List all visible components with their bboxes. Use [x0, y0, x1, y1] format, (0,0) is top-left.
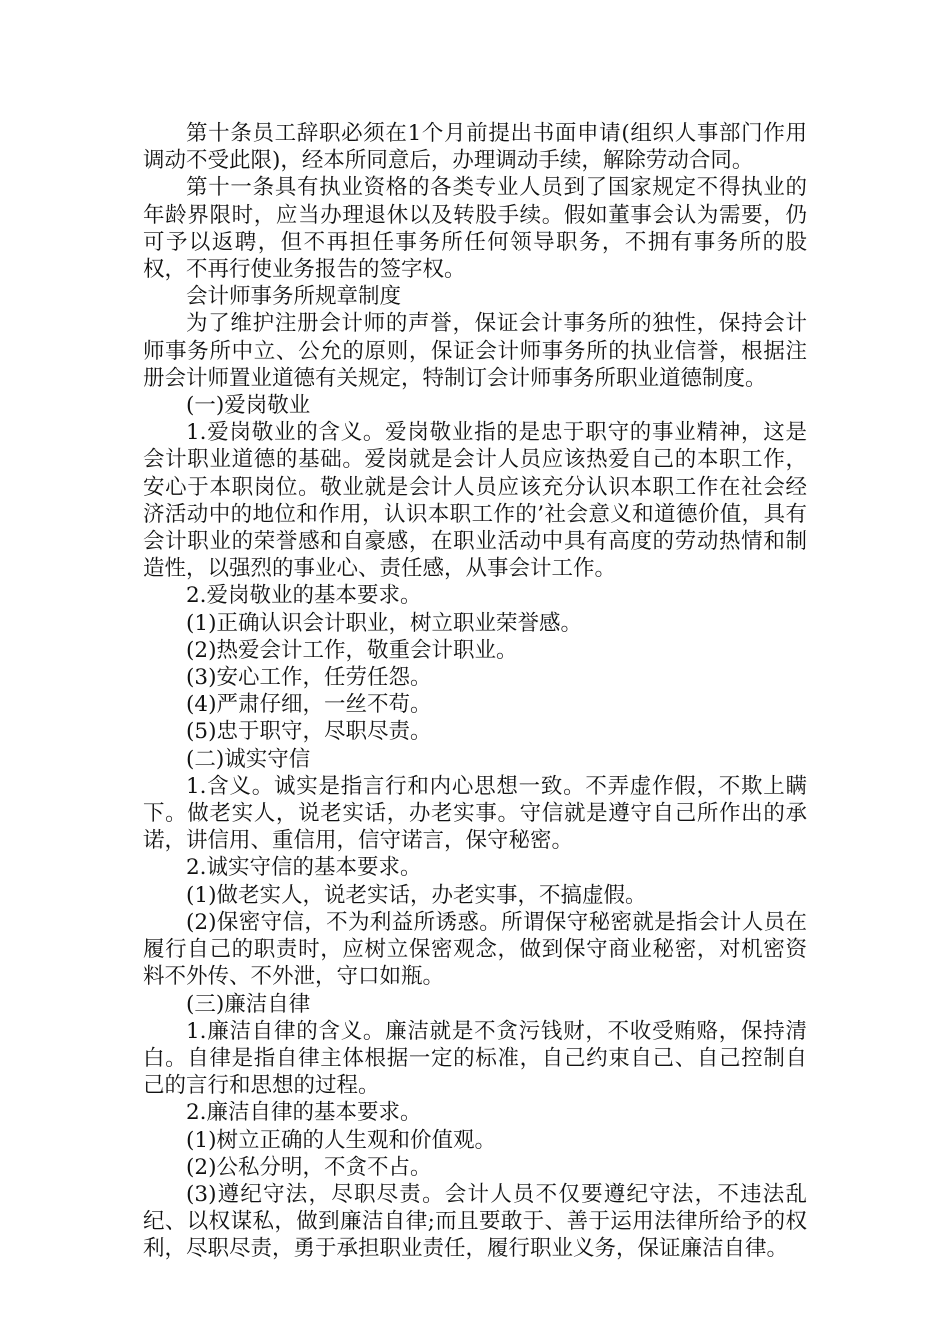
- paragraph: 2.爱岗敬业的基本要求。: [186, 583, 422, 609]
- paragraph-article-11: 第十一条具有执业资格的各类专业人员到了国家规定不得执业的年龄界限时，应当办理退休以及转股手续。假如董事会认为需要，仍可予以返聘，但不再担任事务所任何领导职务，不拥有事务所的股权，不再行使业务报告的签字权。: [143, 175, 807, 283]
- list-item: (1)做老实人，说老实话，办老实事，不搞虚假。: [186, 882, 647, 908]
- paragraph-article-10: 第十条员工辞职必须在1个月前提出书面申请(组织人事部门作用调动不受此限)，经本所同意后，办理调动手续，解除劳动合同。: [143, 121, 807, 174]
- list-item: (1)树立正确的人生观和价值观。: [186, 1127, 496, 1153]
- paragraph: 1.廉洁自律的含义。廉洁就是不贪污钱财，不收受贿赂，保持清白。自律是指自律主体根据一定的标准，自己约束自己、自己控制自己的言行和思想的过程。: [143, 1018, 807, 1099]
- list-item: (3)遵纪守法，尽职尽责。会计人员不仅要遵纪守法，不违法乱纪、以权谋私，做到廉洁自律;而且要敢于、善于运用法律所给予的权利，尽职尽责，勇于承担职业责任，履行职业义务，保证廉洁自律。: [143, 1181, 807, 1262]
- section-title: 会计师事务所规章制度: [186, 284, 402, 310]
- paragraph: 1.含义。诚实是指言行和内心思想一致。不弄虚作假，不欺上瞒下。做老实人，说老实话，办老实事。守信就是遵守自己所作出的承诺，讲信用、重信用，信守诺言，保守秘密。: [143, 773, 807, 854]
- document-body: [143, 120, 807, 1263]
- list-item: (2)公私分明，不贪不占。: [186, 1154, 432, 1180]
- paragraph: 1.爱岗敬业的含义。爱岗敬业指的是忠于职守的事业精神，这是会计职业道德的基础。爱岗就是会计人员应该热爱自己的本职工作，安心于本职岗位。敬业就是会计人员应该充分认识本职工作在社会经济活动中的地位和作用，认识本职工作的’社会意义和道德价值，具有会计职业的荣誉感和自豪感，在职业活动中具有高度的劳动热情和制造性，以强烈的事业心、责任感，从事会计工作。: [143, 420, 807, 582]
- list-item: (1)正确认识会计职业，树立职业荣誉感。: [186, 610, 582, 636]
- list-item: (4)严肃仔细，一丝不苟。: [186, 692, 432, 718]
- paragraph: 2.廉洁自律的基本要求。: [186, 1100, 422, 1126]
- paragraph: 2.诚实守信的基本要求。: [186, 855, 422, 881]
- list-item: (2)热爱会计工作，敬重会计职业。: [186, 637, 518, 663]
- paragraph-intro: 为了维护注册会计师的声誉，保证会计事务所的独性，保持会计师事务所中立、公允的原则，保证会计师事务所的执业信誉，根据注册会计师置业道德有关规定，特制订会计师事务所职业道德制度。: [143, 311, 807, 391]
- heading-3: (三)廉洁自律: [186, 991, 311, 1017]
- heading-1: (一)爱岗敬业: [186, 393, 311, 419]
- list-item: (2)保密守信，不为利益所诱惑。所谓保守秘密就是指会计人员在履行自己的职责时，应树立保密观念，做到保守商业秘密，对机密资料不外传、不外泄，守口如瓶。: [143, 909, 807, 990]
- list-item: (5)忠于职守，尽职尽责。: [186, 719, 432, 745]
- heading-2: (二)诚实守信: [186, 746, 311, 772]
- list-item: (3)安心工作，任劳任怨。: [186, 665, 432, 691]
